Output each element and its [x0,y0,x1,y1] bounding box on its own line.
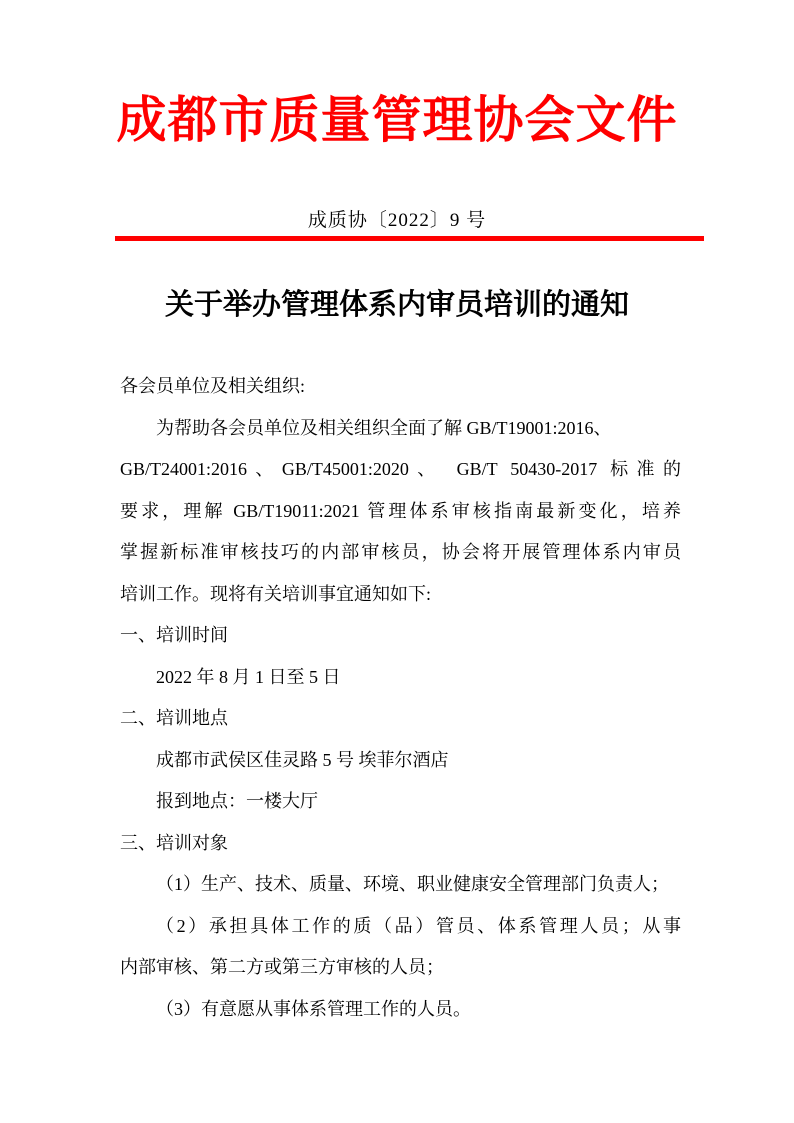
body-line: 二、培训地点 [120,708,228,728]
body-line: （3）有意愿从事体系管理工作的人员。 [156,998,471,1019]
body-line: 2022 年 8 月 1 日至 5 日 [156,666,341,687]
body-line: 为帮助各会员单位及相关组织全面了解 GB/T19001:2016、 [156,417,612,438]
body-line: 报到地点：一楼大厅 [156,791,318,811]
body-line: 一、培训时间 [120,625,228,645]
body-line: GB/T24001:2016、GB/T45001:2020、 GB/T 50430-2017 标准的 [120,459,681,479]
red-divider-line [115,236,704,241]
document-title: 关于举办管理体系内审员培训的通知 [164,289,629,321]
body-line: 内部审核、第二方或第三方审核的人员； [120,957,444,977]
doc-number: 成质协〔2022〕9 号 [307,210,487,231]
document-body [120,366,681,1030]
body-line: （1）生产、技术、质量、环境、职业健康安全管理部门负责人； [156,874,669,894]
body-line: （2）承担具体工作的质（品）管员、体系管理人员；从事 [156,915,681,936]
body-line: 各会员单位及相关组织: [120,376,305,396]
body-line: 要求，理解 GB/T19011:2021 管理体系审核指南最新变化，培养 [120,500,681,521]
body-line: 三、培训对象 [120,832,228,853]
body-line: 成都市武侯区佳灵路 5 号 埃菲尔酒店 [156,749,449,770]
org-header-title: 成都市质量管理协会文件 [116,92,678,148]
body-line: 培训工作。现将有关培训事宜通知如下: [120,583,431,604]
body-line: 掌握新标准审核技巧的内部审核员，协会将开展管理体系内审员 [120,542,681,562]
